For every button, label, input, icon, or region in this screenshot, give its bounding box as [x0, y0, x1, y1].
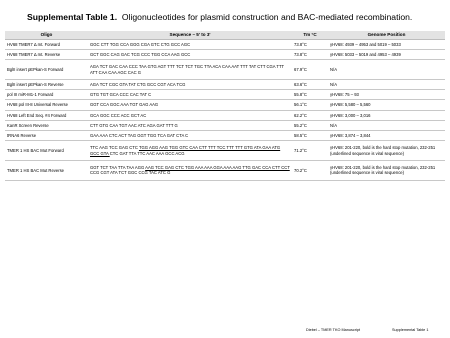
cell-sequence — [88, 141, 292, 161]
cell-genome-position: γHV68: 75 – 93 — [328, 90, 445, 100]
cell-tm: 73.8°C — [292, 40, 328, 50]
cell-genome-position: N/A — [328, 80, 445, 90]
cell-tm: 73.8°C — [292, 50, 328, 60]
table-row — [5, 141, 445, 161]
cell-genome-position: N/A — [328, 60, 445, 80]
cell-sequence: GGC CTT TGG CCA GGG CGA GTC CTG GCC AGC — [88, 40, 292, 50]
cell-genome-position: γHV68: 5,580 – 5,560 — [328, 100, 445, 110]
cell-sequence: GTG TGT GCA CCC CAC TAT C — [88, 90, 292, 100]
cell-oligo: pol III miR-M1-1 Forward — [5, 90, 88, 100]
cell-tm: 55.2°C — [292, 120, 328, 130]
cell-oligo: HV68 pol III-8 Universal Reverse — [5, 100, 88, 110]
title-text: Oligonucleotides for plasmid construction and BAC-mediated recombination. — [121, 12, 413, 22]
cell-tm: 67.9°C — [292, 60, 328, 80]
header-genome-position: Genome Position — [328, 31, 445, 40]
sequence-segment: TTC AAG TCC GAG CTC — [90, 145, 139, 151]
header-tm: Tm °C — [292, 31, 328, 40]
cell-sequence: GGT CCA GGC AAA TGT GAG AAG — [88, 100, 292, 110]
cell-oligo: HV68 Left End Seq. #4 Forward — [5, 110, 88, 120]
cell-sequence: CTT GTG CAA TGT AAC ATC AGA GAT TTT G — [88, 120, 292, 130]
footer-manuscript: Diebel – TMER TKO Manuscript — [306, 328, 361, 332]
header-oligo: Oligo — [5, 31, 88, 40]
cell-oligo: TMER 1 HS BAC Mut Forward — [5, 141, 88, 161]
sequence-segment: CTC GAT TTA TTC AAC AAA GCC ACG — [109, 150, 185, 156]
table-row — [5, 80, 445, 90]
cell-sequence — [88, 160, 292, 180]
cell-genome-position: γHV68: 201-220, bold is the hard stop mutation, 232-251 (underlined sequence is viral sequence) — [328, 160, 445, 180]
title-prefix: Supplemental Table 1. — [27, 12, 118, 22]
cell-oligo: HV68 TMER7 Δ mt. Forward — [5, 40, 88, 50]
cell-oligo: BglII insert pEPkan-S Reverse — [5, 80, 88, 90]
sequence-underlined-segment: TGG AGG AAG TGG GTC CAA CTT TTT TCC TTT TTT GTG ATA GAA ATG GCC GTA — [90, 145, 281, 156]
page-title — [27, 12, 412, 22]
cell-tm: 63.6°C — [292, 80, 328, 90]
table-row — [5, 40, 445, 50]
sequence-segment: CCG CGT ATA TCT GGC CCG TAC ATC G — [90, 170, 171, 176]
cell-genome-position: γHV68: 3,000 – 3,016 — [328, 110, 445, 120]
table-header-row — [5, 31, 445, 40]
cell-tm: 55.8°C — [292, 90, 328, 100]
cell-sequence: AGA TCT GAC CAA CCC TAA GTG AGT TTT TCT TCT TGC TTA ACA CAA AAT TTT TAT CTT CGA TTT ATT CAA CAA AGC CAC G — [88, 60, 292, 80]
cell-genome-position: γHV68: 3,874 – 3,844 — [328, 130, 445, 140]
cell-sequence: GCA GGC CCC ACC GCT AC — [88, 110, 292, 120]
cell-genome-position: N/A — [328, 120, 445, 130]
cell-oligo: HV68 TMER7 Δ mt. Reverse — [5, 50, 88, 60]
cell-tm: 62.2°C — [292, 110, 328, 120]
sequence-segment: GGT TCT TAA TTA TAA AGG — [90, 165, 146, 171]
cell-genome-position: γHV68: 201-220, bold is the hard stop mutation, 232-251 (underlined sequence is viral sequence) — [328, 141, 445, 161]
cell-sequence: GCT GGC CAG GAC TCG CCC TGG CCA AAG GCC — [88, 50, 292, 60]
cell-tm: 56.1°C — [292, 100, 328, 110]
table-row — [5, 90, 445, 100]
footer-table-label: Supplemental Table 1 — [392, 328, 429, 332]
cell-tm: 71.2°C — [292, 141, 328, 161]
cell-sequence: GAA AAA CTC ACT TAG GGT TGG TCA GAT CTA C — [88, 130, 292, 140]
cell-tm: 58.5°C — [292, 130, 328, 140]
cell-genome-position: γHV68: 5033 – 5019 and 4953 – 4939 — [328, 50, 445, 60]
cell-oligo: BglII insert pEPkan-S Forward — [5, 60, 88, 80]
cell-tm: 70.2°C — [292, 160, 328, 180]
cell-oligo: KanR Screen Reverse — [5, 120, 88, 130]
table-row — [5, 120, 445, 130]
sequence-underlined-segment: AAG TCC GAG CTC TGG AAA AAA GGA AAA AAG TTG GAC CCA CTT CCT — [145, 165, 290, 171]
cell-oligo: tRNA6 Reverse — [5, 130, 88, 140]
table-row — [5, 130, 445, 140]
cell-genome-position: γHV68: 4939 – 4953 and 5019 – 5033 — [328, 40, 445, 50]
cell-sequence: AGA TCT CGC GTA TAT CTG GCC CGT ACA TCG — [88, 80, 292, 90]
cell-oligo: TMER 1 HS BAC Mut Reverse — [5, 160, 88, 180]
table-row — [5, 50, 445, 60]
table-row — [5, 60, 445, 80]
oligo-table — [5, 31, 445, 181]
header-sequence: Sequence – 5' to 3' — [88, 31, 292, 40]
table-row — [5, 160, 445, 180]
table-row — [5, 110, 445, 120]
table-row — [5, 100, 445, 110]
